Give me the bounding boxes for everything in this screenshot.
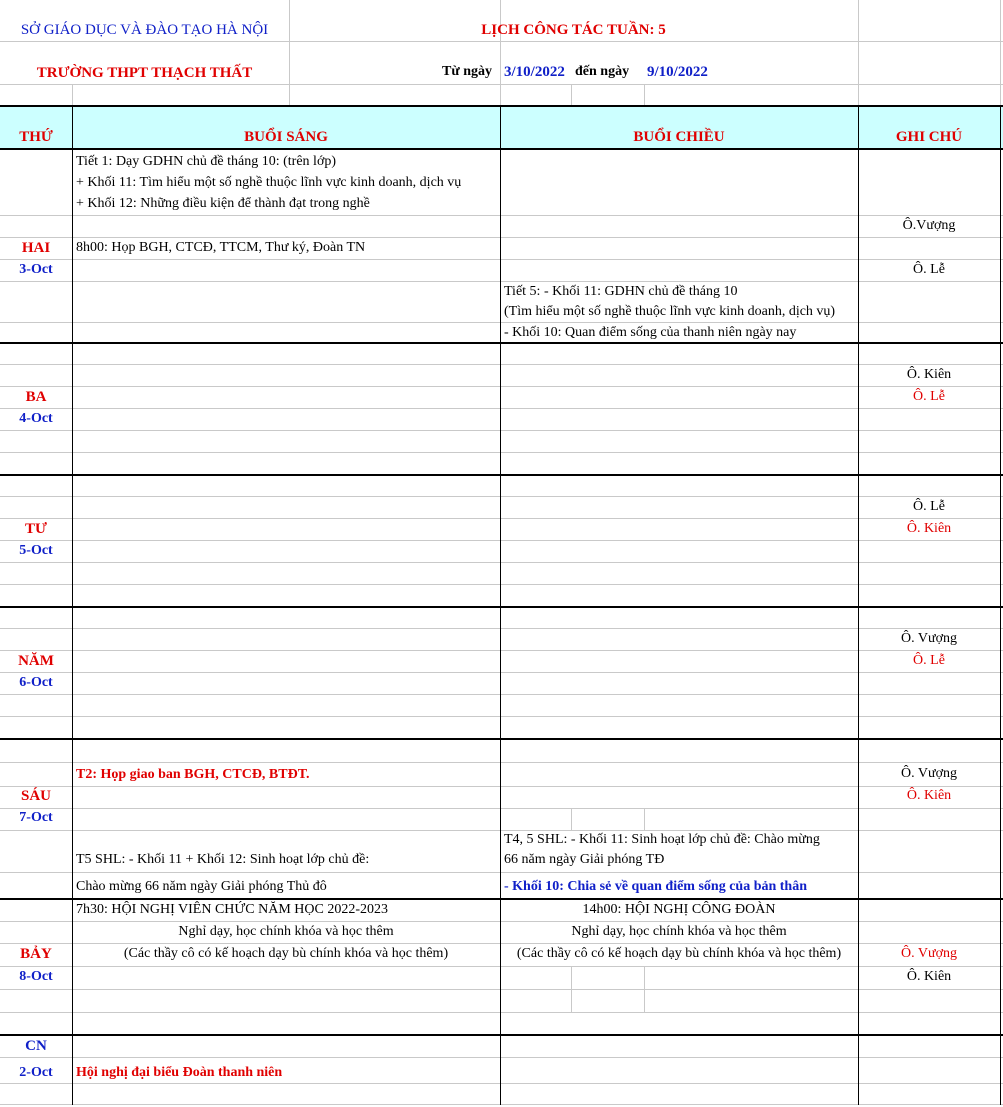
sun-morning-line-1: Hội nghị đại biểu Đoàn thanh niên bbox=[76, 1065, 283, 1080]
sat-note-2: Ô. Kiên bbox=[906, 969, 952, 984]
day-date-fri: 7-Oct bbox=[19, 810, 53, 825]
column-header-morning: BUỔI SÁNG bbox=[244, 129, 328, 145]
column-header-afternoon: BUỔI CHIỀU bbox=[633, 129, 725, 145]
day-date-mon: 3-Oct bbox=[19, 262, 53, 277]
to-label: đến ngày bbox=[575, 64, 630, 79]
wed-note-1: Ô. Lễ bbox=[913, 499, 945, 514]
column-header-day: THỨ bbox=[19, 129, 53, 145]
day-date-tue: 4-Oct bbox=[19, 411, 53, 426]
department-name: SỞ GIÁO DỤC VÀ ĐÀO TẠO HÀ NỘI bbox=[20, 22, 269, 38]
day-name-mon: HAI bbox=[21, 240, 51, 256]
mon-morning-line-2: + Khối 11: Tìm hiểu một số nghề thuộc lĩnh vực kinh doanh, dịch vụ bbox=[76, 175, 462, 190]
day-name-thu: NĂM bbox=[18, 653, 54, 669]
fri-morning-line-3: Chào mừng 66 năm ngày Giải phóng Thủ đô bbox=[76, 879, 327, 894]
day-date-sun: 2-Oct bbox=[19, 1065, 53, 1080]
mon-note-2: Ô. Lễ bbox=[913, 262, 945, 277]
fri-afternoon-line-3: - Khối 10: Chia sẻ về quan điểm sống của bản thân bbox=[504, 879, 808, 894]
mon-afternoon-line-1: Tiết 5: - Khối 11: GDHN chủ đề tháng 10 bbox=[504, 284, 738, 299]
mon-afternoon-line-3: - Khối 10: Quan điểm sống của thanh niên ngày nay bbox=[504, 325, 797, 340]
day-date-wed: 5-Oct bbox=[19, 543, 53, 558]
day-name-fri: SÁU bbox=[20, 788, 51, 804]
day-name-sat: BẢY bbox=[20, 946, 52, 962]
day-date-thu: 6-Oct bbox=[19, 675, 53, 690]
wed-note-2: Ô. Kiên bbox=[906, 521, 952, 536]
fri-note-2: Ô. Kiên bbox=[906, 788, 952, 803]
sat-afternoon-line-1: 14h00: HỘI NGHỊ CÔNG ĐOÀN bbox=[582, 902, 776, 917]
school-name: TRƯỜNG THPT THẠCH THẤT bbox=[36, 65, 253, 81]
thu-note-2: Ô. Lễ bbox=[913, 653, 945, 668]
from-label: Từ ngày bbox=[442, 64, 493, 79]
fri-afternoon-line-1: T4, 5 SHL: - Khối 11: Sinh hoạt lớp chủ đề: Chào mừng bbox=[504, 832, 820, 847]
to-date: 9/10/2022 bbox=[647, 64, 708, 80]
mon-morning-line-4: 8h00: Họp BGH, CTCĐ, TTCM, Thư ký, Đoàn TN bbox=[76, 240, 366, 255]
day-name-wed: TƯ bbox=[25, 521, 47, 537]
day-name-tue: BA bbox=[25, 389, 47, 405]
mon-note-1: Ô.Vượng bbox=[902, 218, 956, 233]
fri-note-1: Ô. Vượng bbox=[901, 766, 957, 781]
sat-morning-line-2: Nghỉ dạy, học chính khóa và học thêm bbox=[178, 924, 394, 939]
mon-afternoon-line-2: (Tìm hiểu một số nghề thuộc lĩnh vực kinh doanh, dịch vụ) bbox=[504, 304, 836, 319]
sat-morning-line-1: 7h30: HỘI NGHỊ VIÊN CHỨC NĂM HỌC 2022-2023 bbox=[76, 902, 388, 917]
sat-note-1: Ô. Vượng bbox=[901, 946, 957, 961]
mon-morning-line-3: + Khối 12: Những điều kiện để thành đạt trong nghề bbox=[76, 196, 370, 211]
day-name-sun: CN bbox=[25, 1038, 47, 1054]
column-header-note: GHI CHÚ bbox=[895, 129, 963, 145]
schedule-title: LỊCH CÔNG TÁC TUẦN: 5 bbox=[481, 22, 666, 38]
sat-morning-line-3: (Các thầy cô có kế hoạch dạy bù chính khóa và học thêm) bbox=[123, 946, 449, 961]
thu-note-1: Ô. Vượng bbox=[901, 631, 957, 646]
mon-morning-line-1: Tiết 1: Dạy GDHN chủ đề tháng 10: (trên lớp) bbox=[76, 154, 337, 169]
fri-afternoon-line-2: 66 năm ngày Giải phóng TĐ bbox=[504, 852, 665, 867]
fri-morning-line-2: T5 SHL: - Khối 11 + Khối 12: Sinh hoạt lớp chủ đề: bbox=[76, 852, 370, 867]
tue-note-2: Ô. Lễ bbox=[913, 389, 945, 404]
sat-afternoon-line-3: (Các thầy cô có kế hoạch dạy bù chính khóa và học thêm) bbox=[516, 946, 842, 961]
sat-afternoon-line-2: Nghỉ dạy, học chính khóa và học thêm bbox=[571, 924, 787, 939]
from-date: 3/10/2022 bbox=[504, 64, 565, 80]
fri-morning-line-1: T2: Họp giao ban BGH, CTCĐ, BTĐT. bbox=[76, 767, 310, 782]
tue-note-1: Ô. Kiên bbox=[906, 367, 952, 382]
day-date-sat: 8-Oct bbox=[19, 969, 53, 984]
